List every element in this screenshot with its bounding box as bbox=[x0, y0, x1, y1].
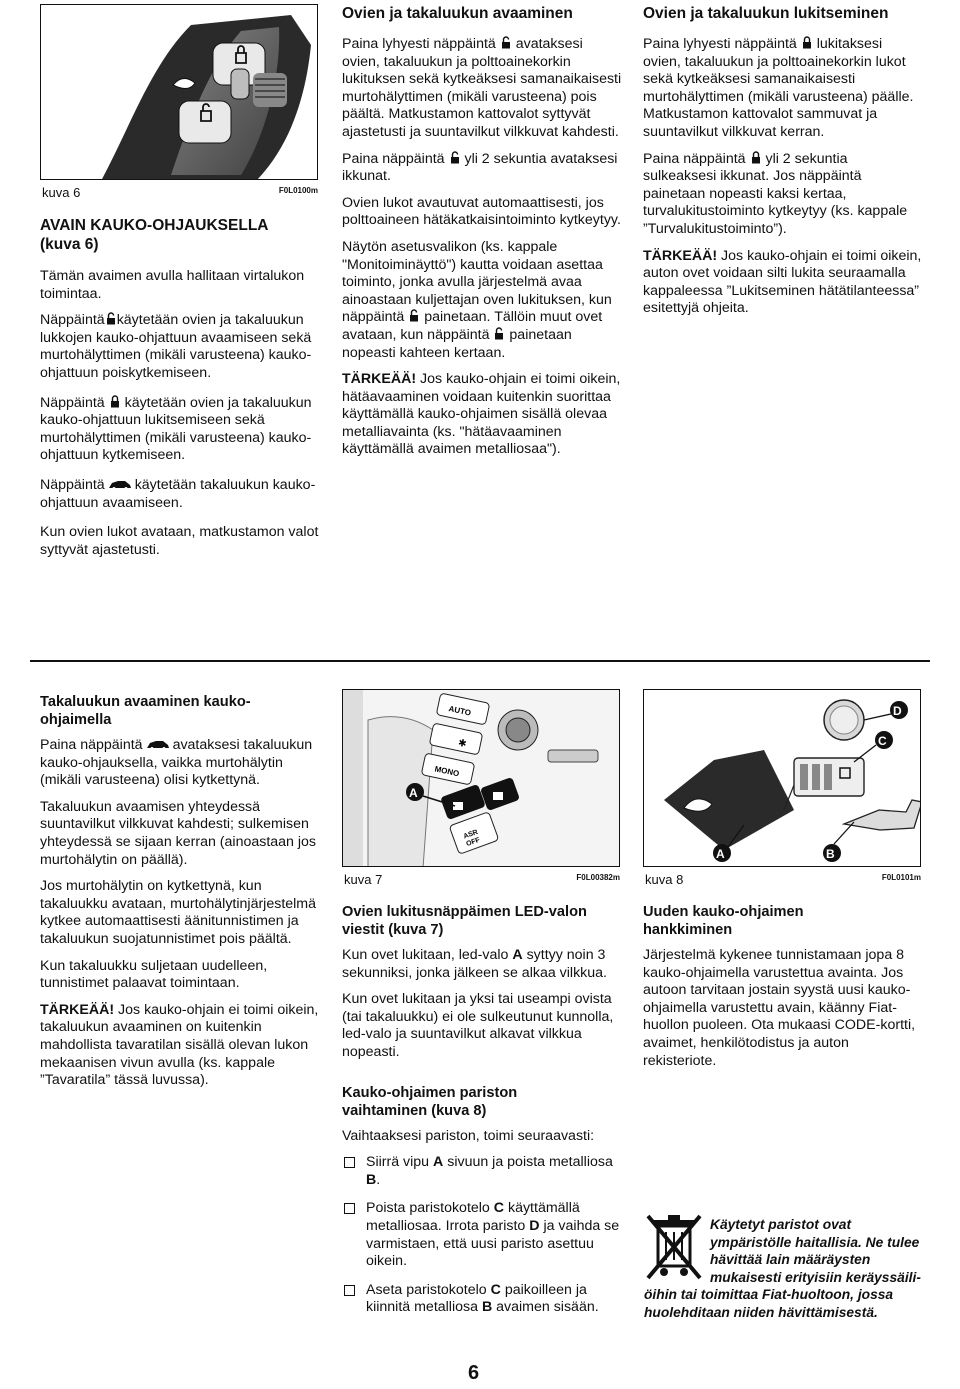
paragraph: Vaihtaaksesi pariston, toimi seuraavasti: bbox=[342, 1127, 595, 1144]
checkbox-bullet-icon bbox=[344, 1285, 355, 1296]
figure-label: kuva 6 bbox=[42, 185, 81, 200]
section-heading: Kauko-ohjaimen pariston vaihtaminen (kuva 8) bbox=[342, 1084, 518, 1119]
list-item: Aseta paristokotelo C paikoilleen ja kiinnitä metalliosa B avaimen sisään. bbox=[342, 1282, 622, 1317]
paragraph: Paina lyhyesti näppäintä lukitaksesi ovien, takaluukun ja polttoainekorkin lukot sekä kytkeäksesi samanaikaisesti murtohälyttimen (mikäli varusteena) päälle. Matkustamon kattovalot sammuvat ja suuntavilkut vilkkuvat kerran. bbox=[643, 36, 914, 140]
figure-label: kuva 8 bbox=[645, 872, 684, 887]
bottom-column-1 bbox=[40, 693, 320, 1099]
svg-text:MONO: MONO bbox=[433, 764, 461, 779]
paragraph: Ovien lukot avautuvat automaattisesti, jos polttoaineen hätäkatkaisintoiminto kytkeytyy. bbox=[342, 194, 621, 229]
section-heading: Takaluukun avaaminen kauko-ohjaimella bbox=[40, 694, 251, 728]
figure-6-caption bbox=[40, 182, 320, 200]
figure-code: F0L0101m bbox=[881, 873, 921, 882]
key-remote-illustration bbox=[41, 5, 318, 180]
lock-icon bbox=[110, 395, 120, 408]
paragraph: Järjestelmä kykenee tunnistamaan jopa 8 kauko-ohjaimella varustettua avainta. Jos autoon tarvitaan jostain syystä uusi kauko-ohjaimella varustettu avain, käänny Fiat-huollon puoleen. Ota mukaasi CODE-kortti, avaimet, henkilötodistus ja auton rekisteriote. bbox=[643, 947, 916, 1069]
section-heading: Ovien ja takaluukun lukitseminen bbox=[643, 5, 889, 22]
trunk-icon bbox=[145, 738, 171, 750]
paragraph: Paina näppäintä yli 2 sekuntia avataksesi ikkunat. bbox=[342, 150, 618, 185]
svg-text:OFF: OFF bbox=[465, 836, 481, 849]
dashboard-console-illustration bbox=[343, 690, 620, 867]
important-label: TÄRKEÄÄ! bbox=[643, 247, 718, 264]
paragraph: Tämän avaimen avulla hallitaan virtalukon toimintaa. bbox=[40, 268, 305, 302]
warning-text-continued: öihin tai toimittaa Fiat-huoltoon, jossa huolehditaan niiden hävittämisestä. bbox=[644, 1287, 894, 1320]
instruction-list bbox=[342, 1154, 622, 1317]
checkbox-bullet-icon bbox=[344, 1203, 355, 1214]
svg-text:✱: ✱ bbox=[457, 737, 468, 751]
unlock-icon bbox=[409, 309, 419, 322]
figure-code: F0L0100m bbox=[278, 186, 318, 195]
important-label: TÄRKEÄÄ! bbox=[40, 1001, 115, 1018]
paragraph: Näppäintä käytetään ovien ja takaluukun lukkojen kauko-ohjattuun avaamiseen sekä murtohälyttimen (mikäli varusteena) kauko-ohjattuun poiskytkemiseen. bbox=[40, 312, 312, 381]
column-2 bbox=[342, 4, 622, 468]
paragraph: Kun ovet lukitaan ja yksi tai useampi ovista (tai takaluukku) ei ole sulkeutunut kunnolla, led-valo ja suuntavilkut alkavat vilkkua nopeasti. bbox=[342, 991, 614, 1060]
figure-label: kuva 7 bbox=[344, 872, 383, 887]
unlock-icon bbox=[450, 151, 460, 164]
lock-icon bbox=[802, 36, 812, 49]
recycle-bin-crossed-icon bbox=[644, 1212, 704, 1282]
paragraph: Näytön asetusvalikon (ks. kappale "Monitoiminäyttö") kautta voidaan asettaa toiminto, jonka avulla järjestelmä avaa ainoastaan kuljettajan oven lukituksen, kun näppäintä painetaan. Tällöin muut ovet avataan, kun näppäintä painetaan nopeasti kahteen kertaan. bbox=[342, 238, 612, 361]
unlock-icon bbox=[501, 36, 511, 49]
paragraph: Kun takaluukku suljetaan uudelleen, tunnistimet palaavat toimintaan. bbox=[40, 957, 268, 992]
callout-a: A bbox=[716, 847, 725, 861]
figure-7 bbox=[342, 689, 620, 867]
column-3 bbox=[643, 4, 923, 327]
bottom-column-3 bbox=[643, 689, 923, 1079]
list-item: Siirrä vipu A sivuun ja poista metalliosa B. bbox=[342, 1154, 622, 1189]
column-1 bbox=[40, 4, 320, 568]
svg-text:ASR: ASR bbox=[462, 828, 479, 841]
paragraph: TÄRKEÄÄ! Jos kauko-ohjain ei toimi oikein, auton ovet voidaan silti lukita seuraamalla kappaleessa ”Lukitseminen hätätilanteessa” esitettyjä ohjeita. bbox=[643, 247, 922, 317]
callout-c: C bbox=[878, 734, 887, 748]
paragraph: Näppäintä käytetään ovien ja takaluukun kauko-ohjattuun lukitsemiseen sekä murtohälyttimen (mikäli varusteena) kauko-ohjattuun kytkemiseen. bbox=[40, 394, 312, 464]
page-number: 6 bbox=[468, 1362, 480, 1384]
unlock-icon bbox=[106, 312, 116, 325]
svg-text:AUTO: AUTO bbox=[447, 704, 472, 718]
paragraph: TÄRKEÄÄ! Jos kauko-ohjain ei toimi oikein, takaluukun avaaminen on kuitenkin mahdollista tavaratilan sisällä olevan lukon mekaanisen vivun avulla (ks. kappale ”Tavaratila” tässä luvussa). bbox=[40, 1001, 319, 1089]
environment-warning bbox=[644, 1212, 926, 1328]
important-label: TÄRKEÄÄ! bbox=[342, 371, 417, 388]
paragraph: Paina näppäintä avataksesi takaluukun kauko-ohjauksella, vaikka murtohälytin (mikäli varusteena) olisi kytkettynä. bbox=[40, 737, 313, 789]
section-heading: AVAIN KAUKO-OHJAUKSELLA (kuva 6) bbox=[40, 217, 268, 253]
paragraph: Kun ovet lukitaan, led-valo A syttyy noin 3 sekunniksi, jonka jälkeen se alkaa vilkkua. bbox=[342, 947, 607, 981]
callout-a: A bbox=[409, 786, 418, 800]
paragraph: TÄRKEÄÄ! Jos kauko-ohjain ei toimi oikein, hätäavaaminen voidaan kuitenkin suorittaa käyttämällä kauko-ohjaimen sisällä olevaa metalliavainta (ks. "hätäavaaminen käyttämällä avaimen metalliosaa"). bbox=[342, 371, 621, 458]
paragraph: Paina lyhyesti näppäintä avataksesi ovien, takaluukun ja polttoainekorkin lukituksen sekä kytkeäksesi samanaikaisesti murtohälyttimen (mikäli varusteena) pois päältä. Matkustamon kattovalot syttyvät ajastetusti ja suuntavilkut vilkkuvat kahdesti. bbox=[342, 36, 622, 140]
lock-icon bbox=[751, 151, 761, 164]
checkbox-bullet-icon bbox=[344, 1157, 355, 1168]
figure-code: F0L00382m bbox=[576, 873, 620, 882]
callout-b: B bbox=[826, 847, 835, 861]
section-heading: Ovien lukitusnäppäimen LED-valon viestit (kuva 7) bbox=[342, 904, 587, 938]
paragraph: Näppäintä käytetään takaluukun kauko-ohjattuun avaamiseen. bbox=[40, 476, 316, 511]
list-item: Poista paristokotelo C käyttämällä metalliosaa. Irrota paristo D ja vaihda se varmistaen, että uusi paristo asettuu oikein. bbox=[342, 1200, 622, 1270]
figure-8 bbox=[643, 689, 921, 867]
paragraph: Paina näppäintä yli 2 sekuntia sulkeaksesi ikkunat. Jos näppäintä painetaan nopeasti kaksi kertaa, turvalukitustoiminto kytkeytyy (ks. kappale ”Turvalukitustoiminto”). bbox=[643, 150, 908, 237]
paragraph: Kun ovien lukot avataan, matkustamon valot syttyvät ajastetusti. bbox=[40, 524, 319, 558]
paragraph: Takaluukun avaamisen yhteydessä suuntavilkut vilkkuvat kahdesti; sulkemisen yhteydessä se sijaan kerran (ainoastaan jos murtohälytin on päällä). bbox=[40, 798, 317, 868]
battery-replacement-illustration bbox=[644, 690, 921, 867]
figure-8-caption bbox=[643, 869, 923, 887]
paragraph: Jos murtohälytin on kytkettynä, kun takaluukku avataan, murtohälytinjärjestelmä kytkee automaattisesti äänitunnistimen ja takaluukun suojatunnistimet pois päältä. bbox=[40, 878, 317, 947]
bottom-column-2 bbox=[342, 689, 622, 1328]
figure-7-caption bbox=[342, 869, 622, 887]
trunk-icon bbox=[107, 478, 133, 490]
callout-d: D bbox=[893, 704, 902, 718]
figure-6 bbox=[40, 4, 318, 180]
section-heading: Ovien ja takaluukun avaaminen bbox=[342, 5, 573, 22]
section-heading: Uuden kauko-ohjaimen hankkiminen bbox=[643, 904, 804, 938]
section-divider bbox=[30, 660, 930, 662]
unlock-icon bbox=[494, 327, 504, 340]
warning-text: Käytetyt paristot ovat ympäristölle haitallisia. Ne tulee hävittää lain määräysten mukaisesti erityisiin keräyssäili- bbox=[710, 1217, 921, 1285]
